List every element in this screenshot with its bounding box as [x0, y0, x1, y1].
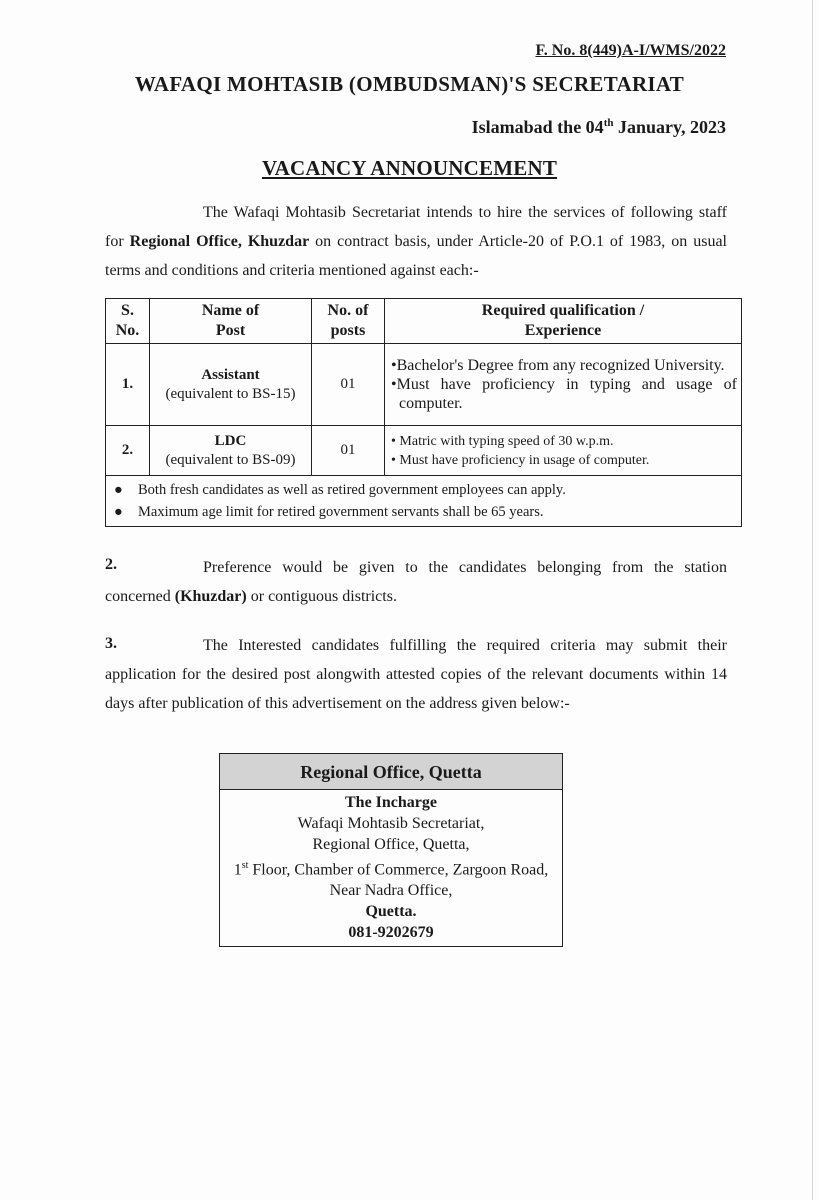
address-line: Regional Office, Quetta, — [312, 836, 470, 853]
post-name: Assistant — [201, 366, 260, 383]
address-city: Quetta. — [365, 903, 417, 921]
table-notes — [106, 476, 742, 527]
row-sno: 2. — [106, 426, 150, 476]
address-floor: 1st Floor, Chamber of Commerce, Zargoon Road, Near Nadra Office, — [233, 860, 549, 900]
row-post — [150, 426, 312, 476]
table-row — [106, 344, 742, 426]
date-line — [472, 117, 726, 138]
row-qualification — [385, 426, 742, 476]
row-qualification — [385, 344, 742, 426]
row-post — [150, 344, 312, 426]
preference-paragraph — [105, 553, 727, 611]
qualification-item: • Must have proficiency in usage of computer. — [391, 452, 650, 468]
organization-title: WAFAQI MOHTASIB (OMBUDSMAN)'S SECRETARIAT — [134, 72, 685, 96]
address-line: Wafaqi Mohtasib Secretariat, — [297, 815, 485, 832]
qualification-item: •Must have proficiency in typing and usage of computer. — [391, 376, 737, 412]
date-place: Islamabad the 04 — [471, 117, 604, 137]
address-body — [220, 790, 562, 946]
date-month-year: January, 2023 — [613, 117, 726, 137]
col-header-post: Name of Post — [150, 299, 312, 344]
para-2-number: 2. — [105, 556, 117, 573]
row-posts-count: 01 — [312, 426, 385, 476]
col-header-posts: No. of posts — [312, 299, 385, 344]
qualification-item: •Bachelor's Degree from any recognized University. — [391, 357, 725, 374]
vacancy-table — [105, 298, 742, 527]
notes-row — [106, 476, 742, 527]
intro-paragraph — [105, 198, 727, 285]
date-suffix: th — [603, 117, 614, 129]
intro-text-1: The Wafaqi Mohtasib Secretariat intends to hire the services of following staff for — [105, 204, 727, 250]
table-row — [106, 426, 742, 476]
address-attention: The Incharge — [345, 794, 437, 811]
para-2-text-1: Preference would be given to the candidates belonging from the station concerned — [105, 559, 727, 605]
intro-office: Regional Office, Khuzdar — [129, 233, 310, 250]
row-sno: 1. — [106, 344, 150, 426]
table-header-row — [106, 299, 742, 344]
post-name: LDC — [214, 432, 247, 449]
file-number: F. No. 8(449)A-I/WMS/2022 — [535, 42, 726, 59]
note-item: ● Maximum age limit for retired government servants shall be 65 years. — [114, 504, 544, 520]
para-3-text: The Interested candidates fulfilling the required criteria may submit their application for the desired post alongwith attested copies of the relevant documents within 14 days after publication of this advertisement on the address given below:- — [105, 637, 727, 712]
post-grade: (equivalent to BS-09) — [165, 451, 296, 468]
document-heading: VACANCY ANNOUNCEMENT — [261, 156, 558, 180]
address-phone: 081-9202679 — [348, 924, 434, 942]
col-header-sno: S. No. — [106, 299, 150, 344]
address-box — [219, 753, 563, 947]
application-paragraph — [105, 631, 727, 718]
col-header-qualification: Required qualification / Experience — [385, 299, 742, 344]
address-office-title: Regional Office, Quetta — [220, 754, 562, 790]
intro-text-2: on contract basis, under Article-20 of P.O.1 of 1983, on usual terms and conditions and criteria mentioned against each:- — [105, 233, 728, 279]
post-grade: (equivalent to BS-15) — [165, 385, 296, 402]
para-3-number: 3. — [105, 635, 117, 652]
para-2-text-2: or contiguous districts. — [246, 588, 397, 605]
row-posts-count: 01 — [312, 344, 385, 426]
para-2-station: (Khuzdar) — [174, 588, 247, 605]
note-item: ● Both fresh candidates as well as retired government employees can apply. — [114, 482, 566, 498]
qualification-item: • Matric with typing speed of 30 w.p.m. — [391, 433, 614, 449]
